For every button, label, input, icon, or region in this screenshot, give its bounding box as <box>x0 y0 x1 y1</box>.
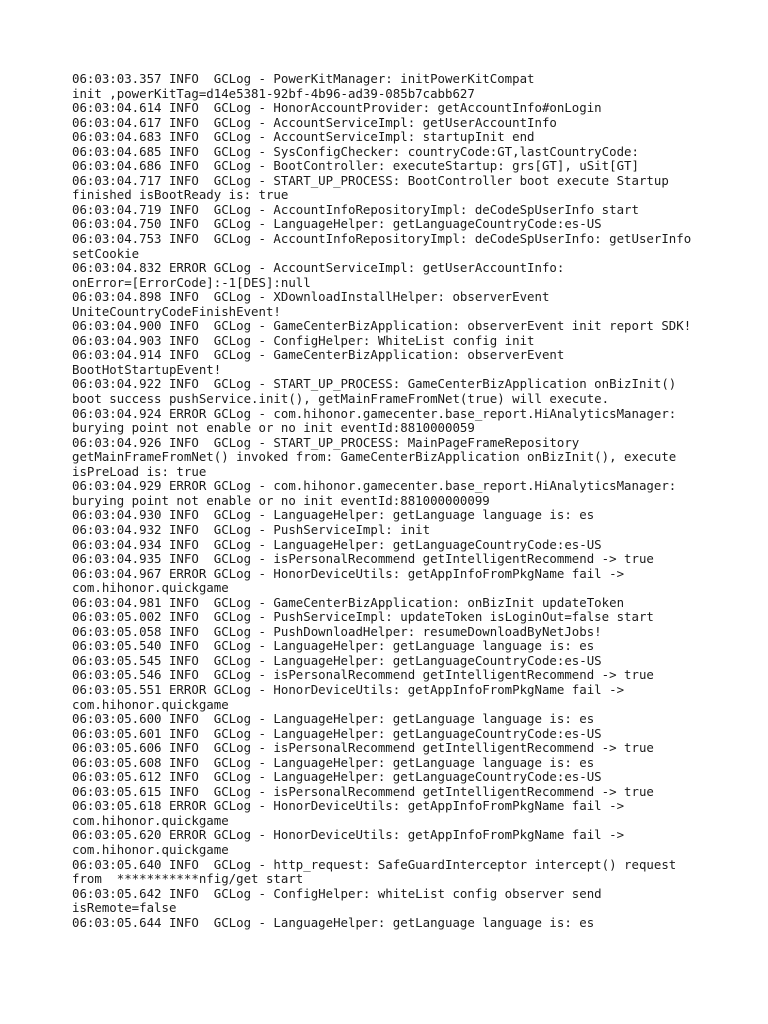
log-line: 06:03:05.640 INFO GCLog - http_request: SafeGuardInterceptor intercept() request <box>72 856 677 872</box>
log-line: from ***********nfig/get start <box>72 871 304 887</box>
log-line: 06:03:04.617 INFO GCLog - AccountServiceImpl: getUserAccountInfo <box>72 114 557 130</box>
log-line: finished isBootReady is: true <box>72 187 289 203</box>
log-line: 06:03:05.620 ERROR GCLog - HonorDeviceUtils: getAppInfoFromPkgName fail -> <box>72 827 625 843</box>
log-line: 06:03:04.981 INFO GCLog - GameCenterBizApplication: onBizInit updateToken <box>72 594 625 610</box>
log-line: init ,powerKitTag=d14e5381-92bf-4b96-ad39-085b7cabb627 <box>72 85 475 101</box>
log-line: 06:03:04.900 INFO GCLog - GameCenterBizApplication: observerEvent init report SDK! <box>72 318 692 334</box>
log-line: 06:03:05.600 INFO GCLog - LanguageHelper: getLanguage language is: es <box>72 711 595 727</box>
log-line: 06:03:05.606 INFO GCLog - isPersonalRecommend getIntelligentRecommend -> true <box>72 740 654 756</box>
log-line: UniteCountryCodeFinishEvent! <box>72 303 281 319</box>
log-line: 06:03:05.540 INFO GCLog - LanguageHelper: getLanguage language is: es <box>72 638 595 654</box>
log-line: 06:03:05.551 ERROR GCLog - HonorDeviceUtils: getAppInfoFromPkgName fail -> <box>72 681 625 697</box>
log-line: BootHotStartupEvent! <box>72 361 222 377</box>
log-line: 06:03:04.753 INFO GCLog - AccountInfoRepositoryImpl: deCodeSpUserInfo: getUserInfo <box>72 231 692 247</box>
log-line: burying point not enable or no init eventId:881000000099 <box>72 492 490 508</box>
log-line: getMainFrameFromNet() invoked from: GameCenterBizApplication onBizInit(), execute <box>72 449 677 465</box>
log-line: com.hihonor.quickgame <box>72 841 229 857</box>
log-line: 06:03:05.058 INFO GCLog - PushDownloadHelper: resumeDownloadByNetJobs! <box>72 623 602 639</box>
log-line: 06:03:04.967 ERROR GCLog - HonorDeviceUtils: getAppInfoFromPkgName fail -> <box>72 565 625 581</box>
log-line: 06:03:05.642 INFO GCLog - ConfigHelper: whiteList config observer send <box>72 885 602 901</box>
log-line: 06:03:04.935 INFO GCLog - isPersonalRecommend getIntelligentRecommend -> true <box>72 551 654 567</box>
log-line: isRemote=false <box>72 900 177 916</box>
log-line: 06:03:04.932 INFO GCLog - PushServiceImpl: init <box>72 521 431 537</box>
log-line: 06:03:05.618 ERROR GCLog - HonorDeviceUtils: getAppInfoFromPkgName fail -> <box>72 798 625 814</box>
log-line: com.hihonor.quickgame <box>72 812 229 828</box>
log-line: 06:03:04.924 ERROR GCLog - com.hihonor.gamecenter.base_report.HiAnalyticsManager: <box>72 405 677 421</box>
log-line: 06:03:05.601 INFO GCLog - LanguageHelper: getLanguageCountryCode:es-US <box>72 725 602 741</box>
log-line: 06:03:05.002 INFO GCLog - PushServiceImpl: updateToken isLoginOut=false start <box>72 609 654 625</box>
log-line: 06:03:04.930 INFO GCLog - LanguageHelper: getLanguage language is: es <box>72 507 595 523</box>
log-line: 06:03:05.546 INFO GCLog - isPersonalRecommend getIntelligentRecommend -> true <box>72 667 654 683</box>
log-line: 06:03:04.929 ERROR GCLog - com.hihonor.gamecenter.base_report.HiAnalyticsManager: <box>72 478 677 494</box>
log-line: 06:03:04.914 INFO GCLog - GameCenterBizApplication: observerEvent <box>72 347 565 363</box>
log-line: 06:03:04.934 INFO GCLog - LanguageHelper: getLanguageCountryCode:es-US <box>72 536 602 552</box>
log-line: 06:03:03.357 INFO GCLog - PowerKitManager: initPowerKitCompat <box>72 71 535 86</box>
log-line: 06:03:05.644 INFO GCLog - LanguageHelper: getLanguage language is: es <box>72 914 595 930</box>
log-line: 06:03:04.898 INFO GCLog - XDownloadInstallHelper: observerEvent <box>72 289 550 305</box>
log-line: 06:03:04.717 INFO GCLog - START_UP_PROCESS: BootController boot execute Startup <box>72 172 669 188</box>
log-line: setCookie <box>72 245 140 261</box>
log-line: 06:03:04.614 INFO GCLog - HonorAccountProvider: getAccountInfo#onLogin <box>72 100 602 116</box>
log-line: burying point not enable or no init eventId:8810000059 <box>72 420 475 436</box>
log-line: isPreLoad is: true <box>72 463 207 479</box>
log-line: 06:03:05.612 INFO GCLog - LanguageHelper: getLanguageCountryCode:es-US <box>72 769 602 785</box>
log-line: com.hihonor.quickgame <box>72 580 229 596</box>
log-line: 06:03:04.685 INFO GCLog - SysConfigChecker: countryCode:GT,lastCountryCode: <box>72 143 639 159</box>
log-line: 06:03:04.719 INFO GCLog - AccountInfoRepositoryImpl: deCodeSpUserInfo start <box>72 201 639 217</box>
log-line: 06:03:04.832 ERROR GCLog - AccountServiceImpl: getUserAccountInfo: <box>72 260 565 276</box>
log-line: 06:03:04.926 INFO GCLog - START_UP_PROCESS: MainPageFrameRepository <box>72 434 580 450</box>
log-line: 06:03:04.750 INFO GCLog - LanguageHelper: getLanguageCountryCode:es-US <box>72 216 602 232</box>
log-document <box>72 72 752 930</box>
log-line: 06:03:05.608 INFO GCLog - LanguageHelper: getLanguage language is: es <box>72 754 595 770</box>
log-line: 06:03:04.683 INFO GCLog - AccountServiceImpl: startupInit end <box>72 129 535 145</box>
log-line: 06:03:05.615 INFO GCLog - isPersonalRecommend getIntelligentRecommend -> true <box>72 783 654 799</box>
log-line: onError=[ErrorCode]:-1[DES]:null <box>72 274 311 290</box>
log-line: com.hihonor.quickgame <box>72 696 229 712</box>
log-line: 06:03:05.545 INFO GCLog - LanguageHelper: getLanguageCountryCode:es-US <box>72 652 602 668</box>
log-line: 06:03:04.686 INFO GCLog - BootController: executeStartup: grs[GT], uSit[GT] <box>72 158 639 174</box>
log-line: 06:03:04.903 INFO GCLog - ConfigHelper: WhiteList config init <box>72 332 535 348</box>
log-line: boot success pushService.init(), getMainFrameFromNet(true) will execute. <box>72 391 610 407</box>
log-line: 06:03:04.922 INFO GCLog - START_UP_PROCESS: GameCenterBizApplication onBizInit() <box>72 376 677 392</box>
